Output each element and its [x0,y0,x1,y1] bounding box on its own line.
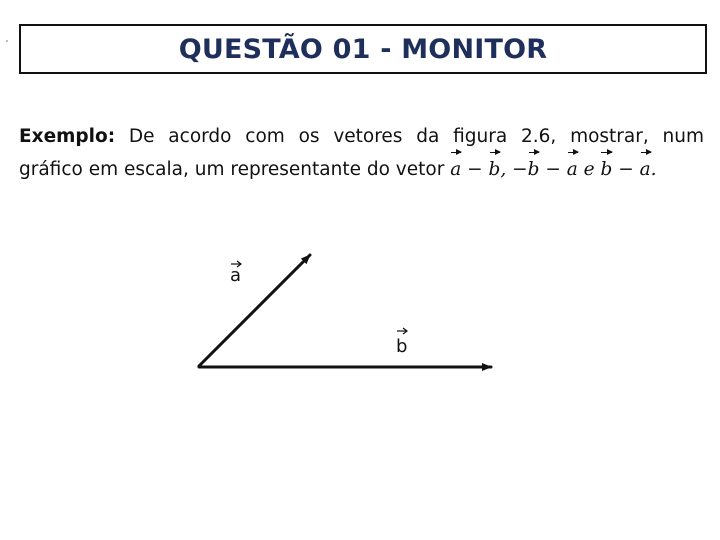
minus-sign: − [612,159,640,180]
vector-b: b [600,153,612,186]
vector-b: b [489,153,501,186]
comma-minus: , − [500,159,528,180]
vector-a: a [450,153,461,186]
question-line-2-text: gráfico em escala, um representante do vetor [19,159,445,180]
vector-a-arrow [199,255,310,366]
period: . [650,159,657,180]
minus-sign: − [539,159,567,180]
question-line-1-text: De acordo com os vetores da figura 2.6, mostrar, num [128,126,704,147]
vector-b-label [396,328,407,357]
conjunction-e: e [577,159,601,180]
vector-b: b [528,153,540,186]
minus-sign: − [461,159,489,180]
vector-a-label-text: a [230,265,242,286]
slide-title: QUESTÃO 01 - MONITOR [178,33,548,65]
vector-b-label-text: b [396,336,408,357]
vector-a: a [567,153,578,186]
question-lead: Exemplo: [19,126,116,147]
vector-a: a [640,153,651,186]
vector-a-label [230,261,241,286]
